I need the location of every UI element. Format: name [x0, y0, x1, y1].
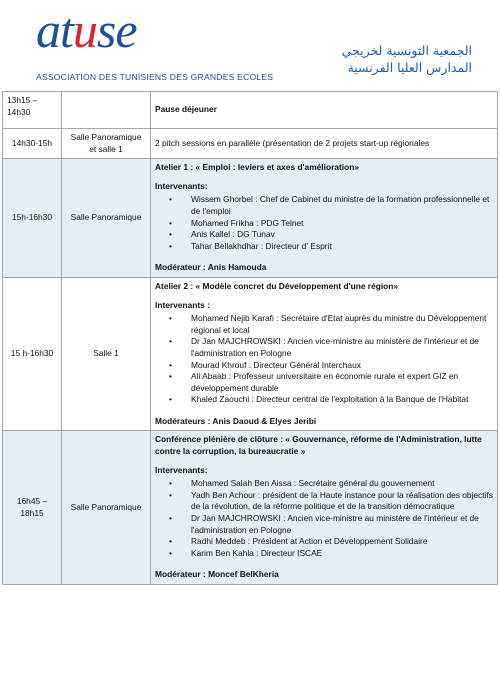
speakers-label: Intervenants: [155, 180, 208, 191]
logo-part-2: u [72, 2, 97, 58]
room-cell: Salle 1 [62, 277, 151, 431]
speaker-item: • Mourad Khrouf : Directeur Général Interchaux [191, 360, 493, 372]
time-cell: 15h-16h30 [3, 159, 62, 278]
moderator-line [155, 262, 493, 274]
moderator-label: Modérateur : [155, 262, 208, 273]
room-cell: Salle Panoramique [62, 431, 151, 585]
session-cell [151, 92, 498, 129]
table-row [3, 159, 498, 278]
session-title: Conférence plénière de clôture : « Gouvernance, réforme de l'Administration, lutte contre la corruption, la bureaucratie » [155, 434, 482, 457]
session-title: Atelier 1 : « Emploi : leviers et axes d'amélioration» [155, 162, 360, 173]
time-cell: 15 h-16h30 [3, 277, 62, 431]
speaker-list [155, 478, 493, 559]
logo-part-3: se [96, 2, 137, 58]
table-row [3, 129, 498, 159]
speaker-item: • Mohamed Frikha : PDG Telnet [191, 218, 493, 230]
page-header [0, 0, 500, 88]
speakers-label: Intervenants : [155, 299, 210, 310]
room-cell: Salle Panoramique et salle 1 [62, 129, 151, 159]
speaker-item: • Khaled Zaouchi : Directeur central de l'exploitation à la Banque de l'Habitat [191, 394, 493, 406]
speaker-item: • Radhi Meddeb : Président at Action et Développement Solidaire [191, 536, 493, 548]
room-cell [62, 92, 151, 129]
moderator-name: Anis Daoud & Elyes Jeribi [212, 415, 317, 426]
time-cell: 13h15 – 14h30 [3, 92, 62, 129]
speaker-item: • Karim Ben Kahla : Directeur ISCAE [191, 548, 493, 560]
speaker-item: • Anis Kallel : DG Tunav [191, 229, 493, 241]
session-text: 2 pitch sessions en parallèle (présentation de 2 projets start-up régionales [155, 137, 430, 148]
speaker-item: • Mohamed Salah Ben Aissa : Secrétaire général du gouvernement [191, 478, 493, 490]
speaker-list [155, 313, 493, 406]
arabic-line-1: الجمعية التونسية لخريجي [341, 43, 472, 58]
speaker-item: • Ali Abaab : Professeur universitaire en économie rurale et expert GIZ en développement durable [191, 371, 493, 394]
room-cell: Salle Panoramique [62, 159, 151, 278]
speaker-list [155, 194, 493, 252]
association-name: ASSOCIATION DES TUNISIENS DES GRANDES ECOLES [36, 72, 274, 82]
session-cell [151, 159, 498, 278]
moderator-line [155, 416, 493, 428]
session-cell [151, 129, 498, 159]
moderator-label: Modérateurs : [155, 415, 213, 426]
logo-part-1: at [36, 2, 73, 58]
session-title: Pause déjeuner [155, 104, 217, 115]
time-cell: 14h30-15h [3, 129, 62, 159]
arabic-line-2: المدارس العليا الفرنسية [347, 60, 472, 75]
moderator-line [155, 569, 493, 581]
session-cell [151, 431, 498, 585]
speaker-item: • Wissem Ghorbel : Chef de Cabinet du ministre de la formation professionnelle et de l'emploi [191, 194, 493, 217]
speaker-item: • Mohamed Nejib Karafi : Secrétaire d'Etat auprès du ministre du Développement régional et local [191, 313, 493, 336]
session-title: Atelier 2 : « Modèle concret du Développement d'une région» [155, 280, 399, 291]
speaker-item: • Dr Jan MAJCHROWSKI : Ancien vice-ministre au ministère de l'intérieur et de l'administration en Pologne [191, 513, 493, 536]
atuge-logo [36, 2, 137, 58]
table-row [3, 431, 498, 585]
program-table [2, 91, 498, 585]
speaker-item: • Yadh Ben Achour : président de la Haute instance pour la réalisation des objectifs de la révolution, de la réforme politique et de la transition démocratique [191, 490, 493, 513]
time-cell: 16h45 – 18h15 [3, 431, 62, 585]
arabic-association-name [342, 42, 472, 76]
speaker-item: • Tahar Bellakhdhar : Directeur d' Esprit [191, 241, 493, 253]
moderator-label: Modérateur : [155, 569, 209, 580]
table-row [3, 92, 498, 129]
session-cell [151, 277, 498, 431]
moderator-name: Moncef BelKheria [208, 569, 279, 580]
moderator-name: Anis Hamouda [207, 262, 267, 273]
speaker-item: • Dr Jan MAJCHROWSKI : Ancien vice-ministre au ministère de l'intérieur et de l'administration en Pologne [191, 336, 493, 359]
table-row [3, 277, 498, 431]
speakers-label: Intervenants: [155, 464, 208, 475]
